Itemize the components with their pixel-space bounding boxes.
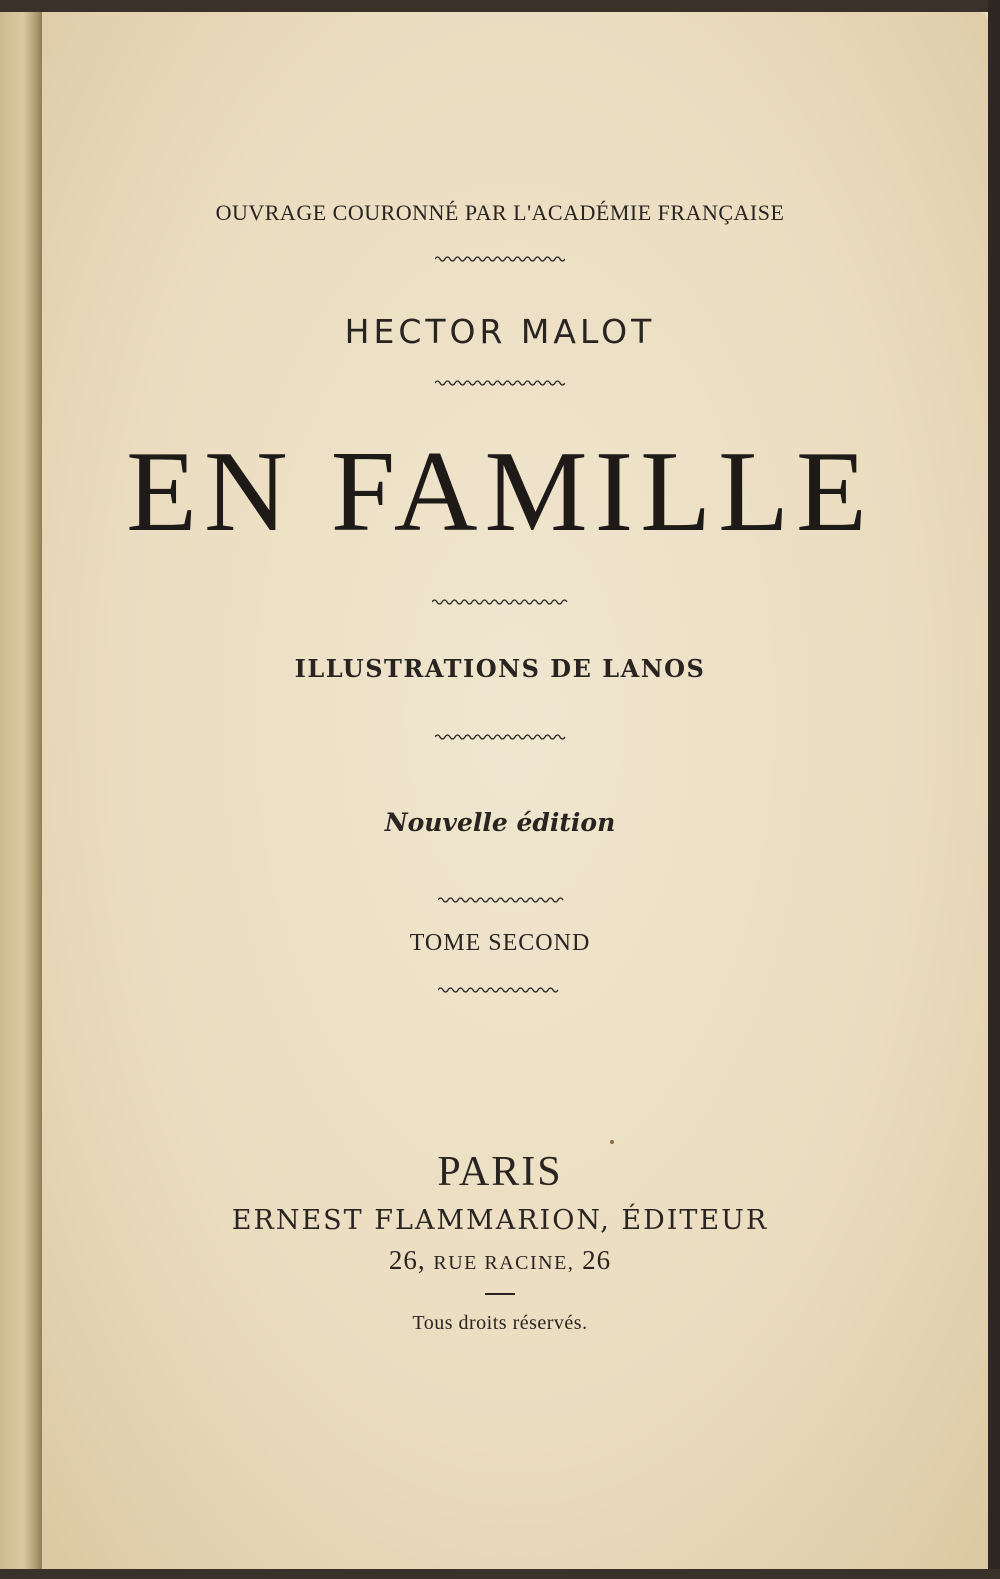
imprint-city: PARIS bbox=[437, 1149, 563, 1195]
paper-speck bbox=[610, 1140, 614, 1144]
ornament-rule-4 bbox=[435, 733, 569, 741]
scan-frame-right bbox=[988, 0, 1000, 1579]
imprint-publisher: ERNEST FLAMMARION, ÉDITEUR bbox=[231, 1205, 769, 1236]
edition-note: Nouvelle édition bbox=[384, 808, 616, 837]
address-number-2: 26 bbox=[582, 1245, 612, 1275]
ornament-rule-2 bbox=[435, 379, 565, 387]
ornament-rule-6 bbox=[438, 986, 562, 994]
short-rule bbox=[485, 1293, 515, 1295]
book-title: EN FAMILLE bbox=[126, 428, 874, 556]
crown-notice: OUVRAGE COURONNÉ PAR L'ACADÉMIE FRANÇAISE bbox=[215, 200, 785, 225]
ornament-rule-5 bbox=[438, 896, 564, 904]
scan-frame-top bbox=[0, 0, 1000, 12]
ornament-rule-1 bbox=[435, 255, 565, 263]
rights-notice: Tous droits réservés. bbox=[412, 1312, 588, 1334]
address-street: RUE RACINE, bbox=[433, 1252, 575, 1274]
address-number-1: 26, bbox=[388, 1245, 426, 1275]
author-name: HECTOR MALOT bbox=[344, 312, 656, 351]
paper-leaf bbox=[42, 12, 988, 1569]
illustrations-credit: ILLUSTRATIONS DE LANOS bbox=[294, 654, 706, 683]
scan-frame-bottom bbox=[0, 1569, 1000, 1579]
imprint-address bbox=[0, 1245, 1000, 1276]
book-gutter bbox=[0, 12, 42, 1569]
ornament-rule-3 bbox=[432, 598, 568, 606]
volume-label: TOME SECOND bbox=[409, 930, 591, 956]
